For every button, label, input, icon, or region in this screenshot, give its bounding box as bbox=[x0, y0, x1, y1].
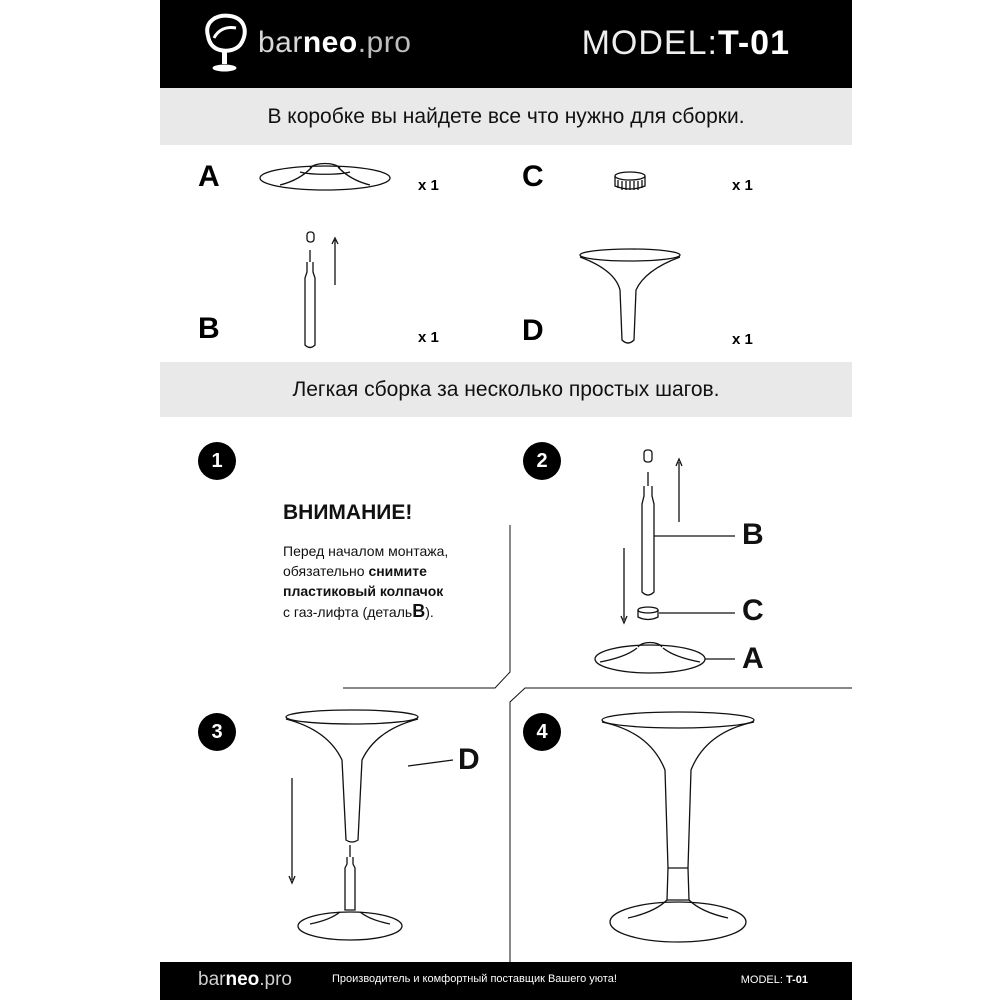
part-c-ring-drawing bbox=[615, 172, 645, 190]
model-label: MODEL:T-01 bbox=[581, 24, 790, 62]
callout-a: A bbox=[742, 642, 764, 675]
part-a-base-drawing bbox=[260, 164, 390, 191]
brand-name: barneo.pro bbox=[258, 26, 412, 59]
step-1-badge: 1 bbox=[198, 442, 236, 480]
part-d-tabletop-drawing bbox=[580, 249, 680, 343]
callout-d: D bbox=[458, 743, 480, 776]
part-letter-d: D bbox=[522, 314, 544, 347]
footer-bar bbox=[160, 962, 852, 1000]
callout-b: B bbox=[742, 518, 764, 551]
step-3-badge: 3 bbox=[198, 713, 236, 751]
step-4-badge: 4 bbox=[523, 713, 561, 751]
warning-title: ВНИМАНИЕ! bbox=[283, 501, 413, 524]
part-letter-c: C bbox=[522, 160, 544, 193]
step-2-exploded-drawing bbox=[595, 450, 735, 673]
part-qty-d: x 1 bbox=[732, 331, 753, 348]
step-4-assembled-table-drawing bbox=[602, 712, 754, 942]
part-letter-b: B bbox=[198, 312, 220, 345]
part-qty-c: x 1 bbox=[732, 177, 753, 194]
footer-tagline: Производитель и комфортный поставщик Вашего уюта! bbox=[332, 973, 617, 985]
warning-text: Перед началом монтажа, обязательно снимите пластиковый колпачок с газ-лифта (детальB). bbox=[283, 543, 449, 621]
footer-model: MODEL: T-01 bbox=[740, 974, 808, 986]
assembly-steps-heading: Легкая сборка за несколько простых шагов. bbox=[160, 362, 852, 417]
box-contents-heading: В коробке вы найдете все что нужно для сборки. bbox=[160, 88, 852, 145]
step-3-assembly-drawing bbox=[286, 710, 453, 940]
instruction-sheet bbox=[160, 0, 852, 1000]
part-letter-a: A bbox=[198, 160, 220, 193]
part-qty-b: x 1 bbox=[418, 329, 439, 346]
part-b-gaslift-drawing bbox=[305, 232, 338, 348]
callout-c: C bbox=[742, 594, 764, 627]
part-qty-a: x 1 bbox=[418, 177, 439, 194]
footer-brand: barneo.pro bbox=[198, 969, 292, 990]
assembly-illustrations bbox=[160, 0, 852, 962]
step-2-badge: 2 bbox=[523, 442, 561, 480]
